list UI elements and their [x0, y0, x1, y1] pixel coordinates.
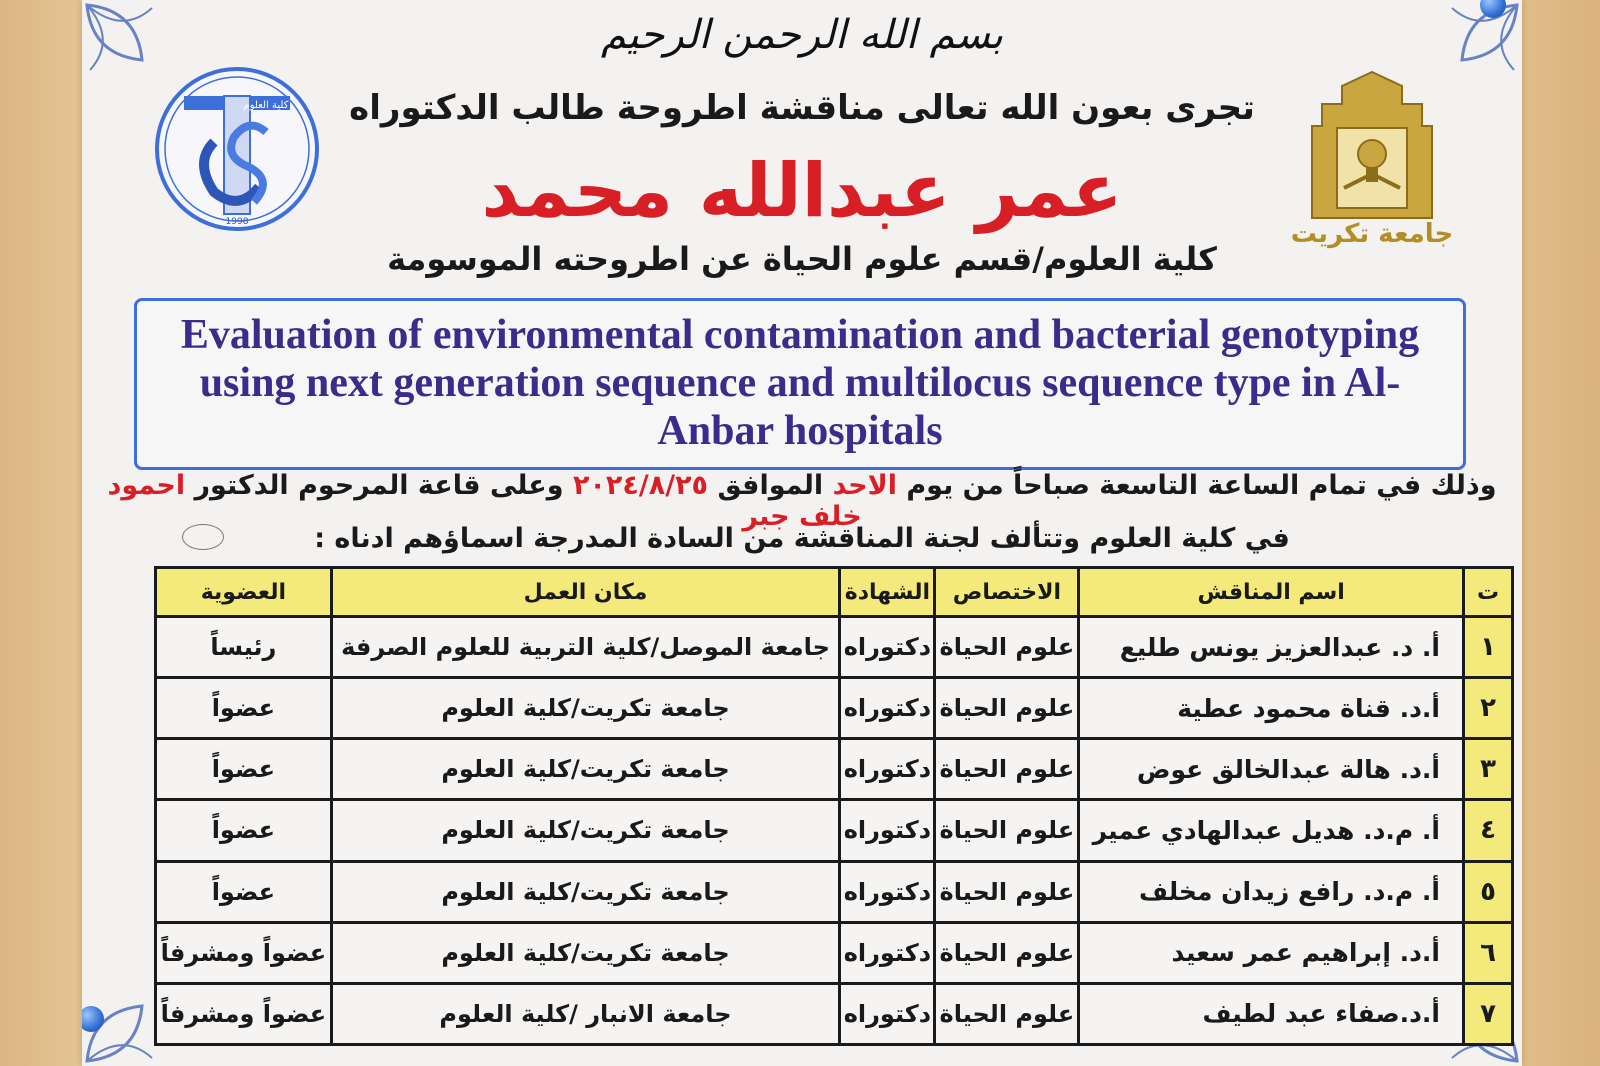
logo-left-label: كلية العلوم [243, 100, 289, 111]
row-num: ٧ [1464, 983, 1513, 1044]
header-degree: الشهادة [840, 568, 935, 617]
announcement-intro: تجرى بعون الله تعالى مناقشة اطروحة طالب الدكتوراه [349, 88, 1255, 128]
row-workplace: جامعة تكريت/كلية العلوم [331, 922, 840, 983]
row-degree: دكتوراه [840, 678, 935, 739]
row-workplace: جامعة تكريت/كلية العلوم [331, 861, 840, 922]
schedule-day: الاحد [832, 470, 897, 501]
department-line: كلية العلوم/قسم علوم الحياة عن اطروحته الموسومة [387, 240, 1217, 278]
row-specialty: علوم الحياة [935, 922, 1079, 983]
table-row [156, 922, 1513, 983]
row-workplace: جامعة الموصل/كلية التربية للعلوم الصرفة [331, 617, 840, 678]
row-degree: دكتوراه [840, 739, 935, 800]
logo-right-label: جامعة تكريت [1290, 219, 1454, 249]
table-row [156, 678, 1513, 739]
table-row [156, 983, 1513, 1044]
header-workplace: مكان العمل [331, 568, 840, 617]
row-specialty: علوم الحياة [935, 739, 1079, 800]
row-degree: دكتوراه [840, 922, 935, 983]
row-specialty: علوم الحياة [935, 861, 1079, 922]
row-specialty: علوم الحياة [935, 983, 1079, 1044]
schedule-date: ٢٠٢٤/٨/٢٥ [572, 470, 709, 501]
hall-name: احمود خلف جبر [107, 470, 862, 532]
row-num: ١ [1464, 617, 1513, 678]
row-degree: دكتوراه [840, 861, 935, 922]
committee-table [154, 566, 1514, 1046]
row-workplace: جامعة تكريت/كلية العلوم [331, 800, 840, 861]
row-membership: عضواً [156, 861, 332, 922]
table-row [156, 617, 1513, 678]
header-name: اسم المناقش [1079, 568, 1464, 617]
row-degree: دكتوراه [840, 617, 935, 678]
header-specialty: الاختصاص [935, 568, 1079, 617]
table-row [156, 739, 1513, 800]
table-row [156, 800, 1513, 861]
row-membership: رئيساً [156, 617, 332, 678]
basmala: بسم الله الرحمن الرحيم [600, 12, 1004, 58]
row-name: أ.د.صفاء عبد لطيف [1079, 983, 1464, 1044]
table-row [156, 861, 1513, 922]
row-num: ٦ [1464, 922, 1513, 983]
committee-intro-line: في كلية العلوم وتتألف لجنة المناقشة من السادة المدرجة اسماؤهم ادناه : [314, 523, 1290, 554]
logo-left-year: 1998 [225, 217, 249, 227]
row-workplace: جامعة تكريت/كلية العلوم [331, 678, 840, 739]
row-name: أ.د. إبراهيم عمر سعيد [1079, 922, 1464, 983]
schedule-text-3: وعلى قاعة المرحوم الدكتور [194, 470, 564, 501]
row-workplace: جامعة تكريت/كلية العلوم [331, 739, 840, 800]
row-degree: دكتوراه [840, 800, 935, 861]
header-membership: العضوية [156, 568, 332, 617]
row-name: أ. م.د. هديل عبدالهادي عمير [1079, 800, 1464, 861]
thesis-title-box [134, 298, 1466, 470]
candidate-name: عمر عبدالله محمد [481, 148, 1123, 234]
row-specialty: علوم الحياة [935, 800, 1079, 861]
row-specialty: علوم الحياة [935, 617, 1079, 678]
schedule-text-1: وذلك في تمام الساعة التاسعة صباحاً من يوم [906, 470, 1497, 501]
row-workplace: جامعة الانبار /كلية العلوم [331, 983, 840, 1044]
printer-stamp [182, 524, 224, 550]
row-num: ٥ [1464, 861, 1513, 922]
row-name: أ. د. عبدالعزيز يونس طليع [1079, 617, 1464, 678]
row-membership: عضواً [156, 678, 332, 739]
row-name: أ.د. هالة عبدالخالق عوض [1079, 739, 1464, 800]
row-num: ٤ [1464, 800, 1513, 861]
row-degree: دكتوراه [840, 983, 935, 1044]
header-num: ت [1464, 568, 1513, 617]
row-membership: عضواً ومشرفاً [156, 983, 332, 1044]
row-name: أ.د. قناة محمود عطية [1079, 678, 1464, 739]
row-num: ٢ [1464, 678, 1513, 739]
row-num: ٣ [1464, 739, 1513, 800]
schedule-text-2: الموافق [717, 470, 824, 501]
announcement-banner [82, 0, 1522, 1066]
thesis-title: Evaluation of environmental contamination and bacterial genotyping using next generation sequence and multilocus sequence type in Al-Anbar hospitals [180, 312, 1420, 454]
row-membership: عضواً [156, 739, 332, 800]
table-header-row [156, 568, 1513, 617]
row-membership: عضواً ومشرفاً [156, 922, 332, 983]
row-specialty: علوم الحياة [935, 678, 1079, 739]
row-membership: عضواً [156, 800, 332, 861]
row-name: أ. م.د. رافع زيدان مخلف [1079, 861, 1464, 922]
